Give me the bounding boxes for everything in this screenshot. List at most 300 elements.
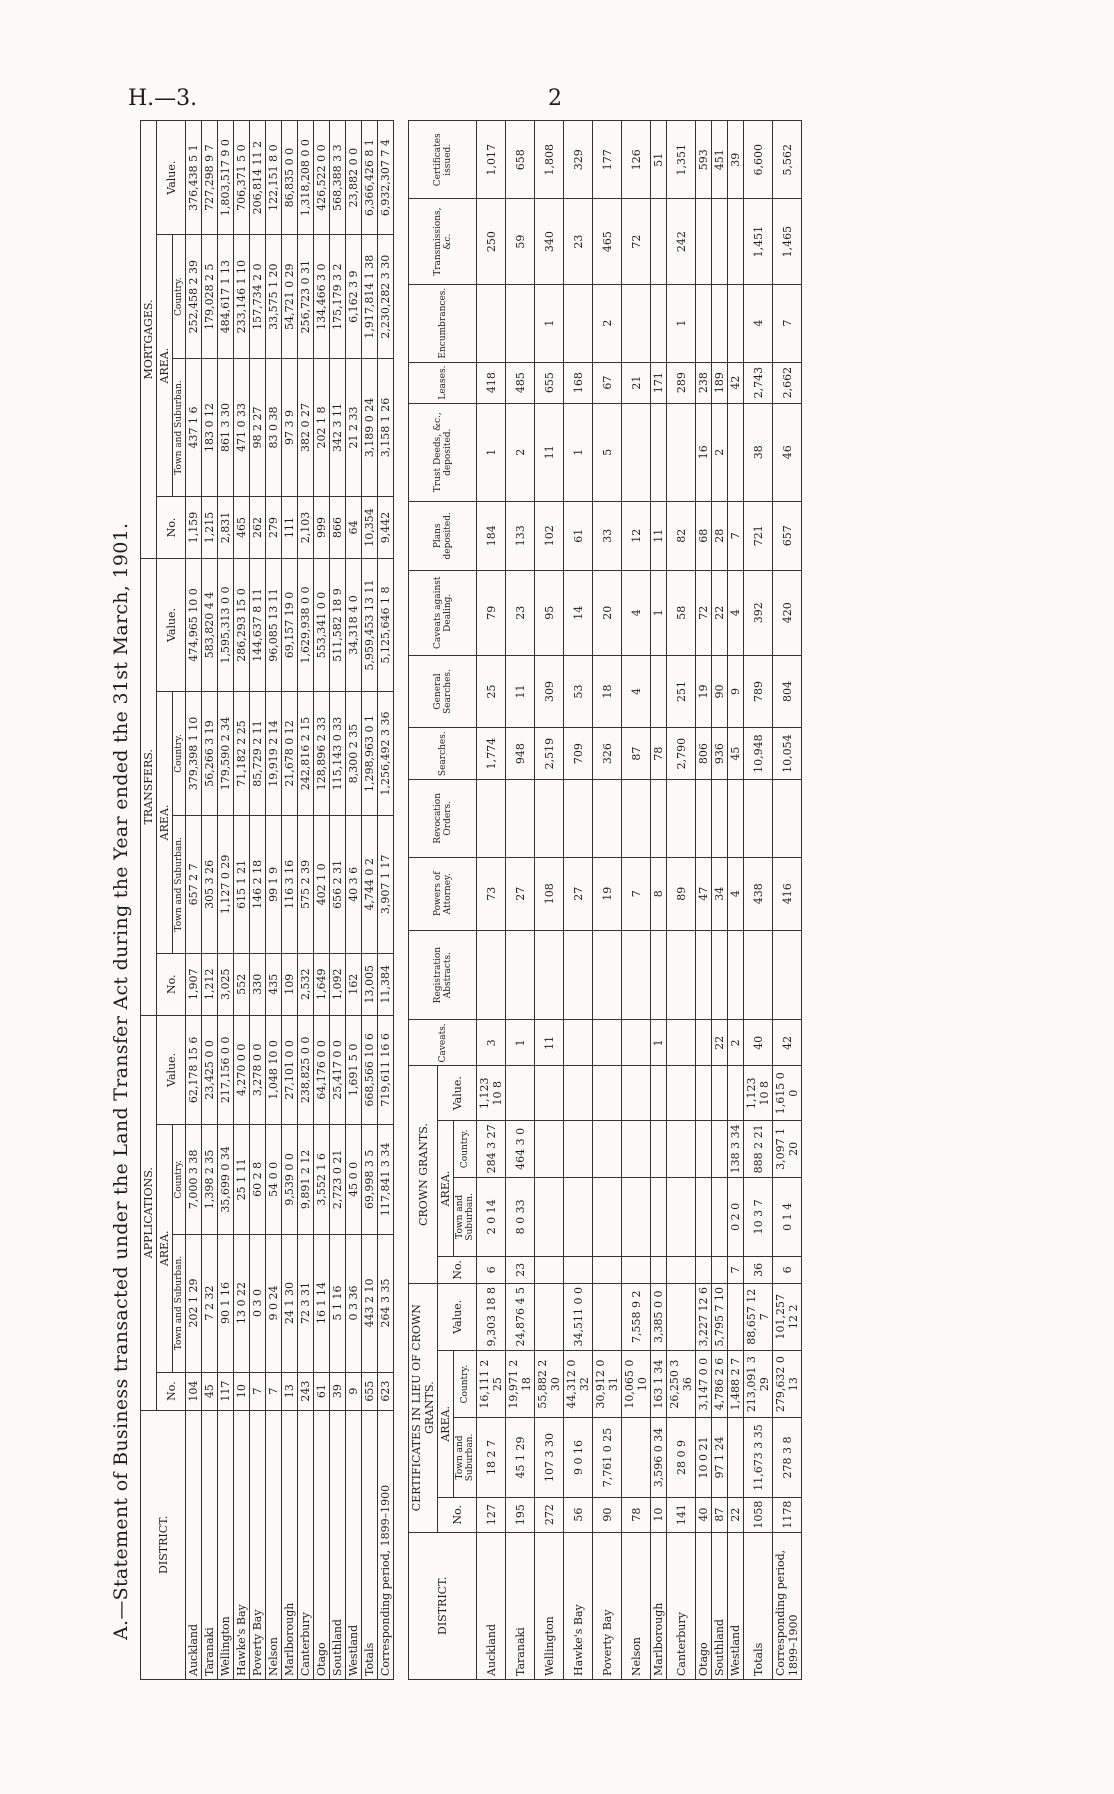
transfers-no-cell: 1,092	[330, 953, 346, 1015]
misc-trans-cell: 1,451	[744, 199, 773, 284]
crown-value-cell	[622, 1066, 651, 1121]
transfers-no-cell: 330	[250, 953, 266, 1015]
table-row	[218, 121, 234, 1680]
certificates-town-cell: 3,596 0 34	[651, 1418, 667, 1497]
mortgages-town-cell: 21 2 33	[346, 359, 362, 497]
applications-town-cell: 443 2 10	[362, 1234, 378, 1372]
crown-no-cell	[696, 1257, 712, 1284]
mortgages-town-cell: 83 0 38	[266, 359, 282, 497]
totals-row	[362, 121, 378, 1680]
applications-town-cell: 7 2 32	[202, 1234, 218, 1372]
col-encumbrances: Encumbrances.	[409, 284, 477, 362]
mortgages-town-cell: 437 1 6	[186, 359, 202, 497]
mortgages-town-cell: 98 2 27	[250, 359, 266, 497]
col-value: Value.	[157, 121, 186, 235]
transfers-no-cell: 1,649	[314, 953, 330, 1015]
misc-searches-cell: 87	[622, 728, 651, 780]
misc-revoc-cell	[667, 780, 696, 858]
misc-general-cell: 4	[622, 655, 651, 727]
col-no: No.	[157, 953, 186, 1015]
misc-plans-cell: 33	[593, 501, 622, 570]
transfers-value-cell: 5,125,646 1 8	[378, 558, 394, 691]
misc-searches-cell: 78	[651, 728, 667, 780]
misc-encumb-cell: 4	[744, 284, 773, 362]
certificates-value-cell	[667, 1283, 696, 1350]
applications-value-cell: 23,425 0 0	[202, 1015, 218, 1124]
crown-town-cell	[712, 1177, 728, 1256]
mortgages-value-cell: 23,882 0 0	[346, 121, 362, 235]
certificates-town-cell: 28 0 9	[667, 1418, 696, 1497]
district-name: Southland	[712, 1532, 728, 1679]
misc-caveats-cell	[622, 1020, 651, 1066]
table-row	[622, 121, 651, 1680]
misc-cav_against-cell: 22	[712, 570, 728, 655]
col-no: No.	[157, 497, 186, 559]
transfers-country-cell: 128,896 2 33	[314, 692, 330, 816]
misc-general-cell: 53	[564, 655, 593, 727]
mortgages-town-cell: 97 3 9	[282, 359, 298, 497]
col-area: AREA.	[157, 235, 173, 497]
certificates-value-cell: 34,511 0 0	[564, 1283, 593, 1350]
certificates-value-cell: 3,227 12 6	[696, 1283, 712, 1350]
misc-trans-cell: 1,465	[773, 199, 802, 284]
certificates-no-cell: 90	[593, 1497, 622, 1532]
certificates-country-cell: 26,250 3 36	[667, 1350, 696, 1417]
col-transmissions: Transmissions, &c.	[409, 199, 477, 284]
crown-country-cell: 138 3 34	[728, 1121, 744, 1178]
misc-certs-cell: 5,562	[773, 121, 802, 200]
misc-trust-cell: 16	[696, 403, 712, 501]
mortgages-value-cell: 1,318,208 0 0	[298, 121, 314, 235]
misc-caveats-cell: 42	[773, 1020, 802, 1066]
applications-town-cell: 5 1 16	[330, 1234, 346, 1372]
col-caveats-against: Caveats against Dealing.	[409, 570, 477, 655]
applications-value-cell: 27,101 0 0	[282, 1015, 298, 1124]
certificates-country-cell: 44,312 0 32	[564, 1350, 593, 1417]
col-town: Town and Suburban.	[173, 815, 186, 953]
misc-general-cell: 309	[535, 655, 564, 727]
transfers-town-cell: 305 3 26	[202, 815, 218, 953]
transfers-country-cell: 115,143 0 33	[330, 692, 346, 816]
misc-revoc-cell	[728, 780, 744, 858]
misc-leases-cell: 418	[477, 362, 506, 403]
misc-searches-cell: 10,948	[744, 728, 773, 780]
misc-powers-cell: 19	[593, 857, 622, 930]
crown-country-cell	[696, 1121, 712, 1178]
col-searches: Searches.	[409, 728, 477, 780]
statement-title: A.—Statement of Business transacted under the Land Transfer Act during the Year ended the 31st March, 1901.	[110, 522, 132, 1640]
misc-encumb-cell	[728, 284, 744, 362]
applications-town-cell: 202 1 29	[186, 1234, 202, 1372]
col-country: Country.	[454, 1121, 477, 1178]
misc-general-cell: 19	[696, 655, 712, 727]
transfers-country-cell: 71,182 2 25	[234, 692, 250, 816]
misc-trans-cell: 23	[564, 199, 593, 284]
crown-town-cell	[535, 1177, 564, 1256]
table-row	[593, 121, 622, 1680]
misc-encumb-cell	[477, 284, 506, 362]
crown-value-cell	[564, 1066, 593, 1121]
misc-powers-cell: 89	[667, 857, 696, 930]
misc-encumb-cell	[712, 284, 728, 362]
certificates-country-cell: 10,065 0 10	[622, 1350, 651, 1417]
applications-value-cell: 4,270 0 0	[234, 1015, 250, 1124]
misc-encumb-cell: 2	[593, 284, 622, 362]
mortgages-country-cell: 6,162 3 9	[346, 235, 362, 359]
applications-value-cell: 62,178 15 6	[186, 1015, 202, 1124]
district-name: Totals	[744, 1532, 773, 1679]
mortgages-header: MORTGAGES.	[141, 121, 157, 559]
misc-cav_against-cell: 420	[773, 570, 802, 655]
applications-no-cell: 7	[266, 1372, 282, 1410]
misc-encumb-cell	[651, 284, 667, 362]
transfers-value-cell: 474,965 10 0	[186, 558, 202, 691]
misc-plans-cell: 657	[773, 501, 802, 570]
applications-value-cell: 64,176 0 0	[314, 1015, 330, 1124]
crown-value-cell: 1,123 10 8	[477, 1066, 506, 1121]
misc-leases-cell: 2,743	[744, 362, 773, 403]
misc-leases-cell: 238	[696, 362, 712, 403]
misc-cav_against-cell: 392	[744, 570, 773, 655]
applications-value-cell: 25,417 0 0	[330, 1015, 346, 1124]
mortgages-no-cell: 2,103	[298, 497, 314, 559]
transfers-value-cell: 1,629,938 0 0	[298, 558, 314, 691]
applications-value-cell: 238,825 0 0	[298, 1015, 314, 1124]
misc-encumb-cell	[506, 284, 535, 362]
misc-cav_against-cell: 58	[667, 570, 696, 655]
misc-caveats-cell: 1	[506, 1020, 535, 1066]
misc-leases-cell: 42	[728, 362, 744, 403]
transfers-no-cell: 13,005	[362, 953, 378, 1015]
transfers-no-cell: 1,907	[186, 953, 202, 1015]
table-row	[234, 121, 250, 1680]
misc-general-cell: 804	[773, 655, 802, 727]
misc-revoc-cell	[593, 780, 622, 858]
transfers-no-cell: 109	[282, 953, 298, 1015]
transfers-value-cell: 5,959,453 13 11	[362, 558, 378, 691]
crown-no-cell	[651, 1257, 667, 1284]
applications-no-cell: 243	[298, 1372, 314, 1410]
mortgages-town-cell: 3,158 1 26	[378, 359, 394, 497]
crown-no-cell	[593, 1257, 622, 1284]
crown-grants-header: CROWN GRANTS.	[409, 1066, 438, 1283]
misc-plans-cell: 28	[712, 501, 728, 570]
mortgages-country-cell: 256,723 0 31	[298, 235, 314, 359]
crown-value-cell	[728, 1066, 744, 1121]
misc-certs-cell: 126	[622, 121, 651, 200]
misc-revoc-cell	[564, 780, 593, 858]
col-registration: Registration Abstracts.	[409, 930, 477, 1019]
applications-town-cell: 90 1 16	[218, 1234, 234, 1372]
transfers-no-cell: 435	[266, 953, 282, 1015]
misc-revoc-cell	[696, 780, 712, 858]
crown-no-cell: 6	[477, 1257, 506, 1284]
district-name: Corresponding period, 1899–1900	[378, 1410, 394, 1679]
misc-reg-cell	[696, 930, 712, 1019]
crown-no-cell: 6	[773, 1257, 802, 1284]
misc-encumb-cell: 1	[535, 284, 564, 362]
misc-encumb-cell	[696, 284, 712, 362]
district-name: Taranaki	[506, 1532, 535, 1679]
misc-cav_against-cell: 95	[535, 570, 564, 655]
misc-caveats-cell: 40	[744, 1020, 773, 1066]
applications-no-cell: 61	[314, 1372, 330, 1410]
district-name: Otago	[314, 1410, 330, 1679]
district-name: Nelson	[266, 1410, 282, 1679]
certificates-value-cell	[535, 1283, 564, 1350]
misc-certs-cell: 451	[712, 121, 728, 200]
misc-general-cell: 251	[667, 655, 696, 727]
crown-no-cell	[564, 1257, 593, 1284]
table-row	[728, 121, 744, 1680]
certificates-town-cell: 278 3 8	[773, 1418, 802, 1497]
misc-leases-cell: 655	[535, 362, 564, 403]
certificates-town-cell	[622, 1418, 651, 1497]
table-row	[250, 121, 266, 1680]
mortgages-town-cell: 382 0 27	[298, 359, 314, 497]
crown-no-cell	[535, 1257, 564, 1284]
applications-country-cell: 54 0 0	[266, 1125, 282, 1234]
transfers-country-cell: 242,816 2 15	[298, 692, 314, 816]
misc-trust-cell: 46	[773, 403, 802, 501]
district-name: Poverty Bay	[250, 1410, 266, 1679]
table-row	[651, 121, 667, 1680]
certificates-country-cell: 30,912 0 31	[593, 1350, 622, 1417]
applications-country-cell: 9,891 2 12	[298, 1125, 314, 1234]
applications-value-cell: 217,156 0 0	[218, 1015, 234, 1124]
misc-general-cell: 25	[477, 655, 506, 727]
crown-country-cell: 464 3 0	[506, 1121, 535, 1178]
misc-general-cell	[651, 655, 667, 727]
applications-value-cell: 668,566 10 6	[362, 1015, 378, 1124]
misc-revoc-cell	[535, 780, 564, 858]
table-row	[535, 121, 564, 1680]
misc-searches-cell: 326	[593, 728, 622, 780]
crown-no-cell	[712, 1257, 728, 1284]
misc-cav_against-cell: 23	[506, 570, 535, 655]
certificates-country-cell: 279,632 0 13	[773, 1350, 802, 1417]
district-header: DISTRICT.	[409, 1532, 477, 1679]
crown-country-cell	[667, 1121, 696, 1178]
col-town: Town and Suburban.	[173, 359, 186, 497]
applications-value-cell: 719,611 16 6	[378, 1015, 394, 1124]
misc-powers-cell: 73	[477, 857, 506, 930]
misc-cav_against-cell: 72	[696, 570, 712, 655]
mortgages-no-cell: 64	[346, 497, 362, 559]
district-name: Poverty Bay	[593, 1532, 622, 1679]
misc-certs-cell: 51	[651, 121, 667, 200]
transfers-country-cell: 1,256,492 3 36	[378, 692, 394, 816]
certificates-value-cell	[728, 1283, 744, 1350]
mortgages-town-cell: 471 0 33	[234, 359, 250, 497]
misc-leases-cell: 21	[622, 362, 651, 403]
misc-trust-cell: 11	[535, 403, 564, 501]
district-name: Westland	[728, 1532, 744, 1679]
transfers-no-cell: 11,384	[378, 953, 394, 1015]
col-no: No.	[438, 1257, 477, 1284]
transfers-town-cell: 116 3 16	[282, 815, 298, 953]
applications-value-cell: 1,691 5 0	[346, 1015, 362, 1124]
certificates-country-cell: 163 1 34	[651, 1350, 667, 1417]
misc-plans-cell: 7	[728, 501, 744, 570]
misc-caveats-cell	[593, 1020, 622, 1066]
col-revocation: Revocation Orders.	[409, 780, 477, 858]
misc-trust-cell: 1	[477, 403, 506, 501]
district-name: Taranaki	[202, 1410, 218, 1679]
certificates-town-cell: 11,673 3 35	[744, 1418, 773, 1497]
mortgages-no-cell: 9,442	[378, 497, 394, 559]
misc-caveats-cell: 2	[728, 1020, 744, 1066]
misc-leases-cell: 189	[712, 362, 728, 403]
misc-searches-cell: 2,519	[535, 728, 564, 780]
crown-value-cell	[667, 1066, 696, 1121]
crown-town-cell	[667, 1177, 696, 1256]
col-town: Town and Suburban.	[454, 1177, 477, 1256]
misc-leases-cell: 168	[564, 362, 593, 403]
applications-town-cell: 264 3 35	[378, 1234, 394, 1372]
rotated-statement	[110, 120, 1010, 1680]
crown-country-cell: 284 3 27	[477, 1121, 506, 1178]
certificates-header: CERTIFICATES IN LIEU OF CROWN GRANTS.	[409, 1283, 438, 1532]
misc-searches-cell: 45	[728, 728, 744, 780]
col-country: Country.	[454, 1350, 477, 1417]
misc-trans-cell: 242	[667, 199, 696, 284]
applications-country-cell: 9,539 0 0	[282, 1125, 298, 1234]
certificates-no-cell: 78	[622, 1497, 651, 1532]
certificates-country-cell: 3,147 0 0	[696, 1350, 712, 1417]
misc-trans-cell	[651, 199, 667, 284]
misc-plans-cell: 102	[535, 501, 564, 570]
crown-town-cell: 10 3 7	[744, 1177, 773, 1256]
transfers-no-cell: 3,025	[218, 953, 234, 1015]
transfers-header: TRANSFERS.	[141, 558, 157, 1015]
misc-plans-cell: 12	[622, 501, 651, 570]
col-plans: Plans deposited.	[409, 501, 477, 570]
misc-certs-cell: 329	[564, 121, 593, 200]
mortgages-country-cell: 179,028 2 5	[202, 235, 218, 359]
crown-town-cell	[696, 1177, 712, 1256]
col-area: AREA.	[438, 1121, 454, 1257]
misc-cav_against-cell: 14	[564, 570, 593, 655]
misc-trust-cell: 5	[593, 403, 622, 501]
transfers-town-cell: 4,744 0 2	[362, 815, 378, 953]
applications-country-cell: 69,998 3 5	[362, 1125, 378, 1234]
crown-country-cell: 888 2 21	[744, 1121, 773, 1178]
applications-country-cell: 25 1 11	[234, 1125, 250, 1234]
district-name: Marlborough	[282, 1410, 298, 1679]
applications-country-cell: 1,398 2 35	[202, 1125, 218, 1234]
crown-town-cell	[622, 1177, 651, 1256]
certificates-no-cell: 272	[535, 1497, 564, 1532]
table-row	[298, 121, 314, 1680]
mortgages-country-cell: 1,917,814 1 38	[362, 235, 378, 359]
crown-no-cell: 7	[728, 1257, 744, 1284]
misc-general-cell: 11	[506, 655, 535, 727]
corresponding-row	[773, 121, 802, 1680]
misc-trust-cell: 2	[506, 403, 535, 501]
mortgages-value-cell: 122,151 8 0	[266, 121, 282, 235]
col-area: AREA.	[438, 1350, 454, 1497]
transfers-value-cell: 96,085 13 11	[266, 558, 282, 691]
misc-searches-cell: 1,774	[477, 728, 506, 780]
misc-certs-cell: 593	[696, 121, 712, 200]
misc-powers-cell: 108	[535, 857, 564, 930]
district-name: Hawke's Bay	[564, 1532, 593, 1679]
table-row	[186, 121, 202, 1680]
certificates-no-cell: 40	[696, 1497, 712, 1532]
misc-cav_against-cell: 4	[622, 570, 651, 655]
misc-encumb-cell: 7	[773, 284, 802, 362]
transfers-no-cell: 1,212	[202, 953, 218, 1015]
col-value: Value.	[438, 1066, 477, 1121]
table-row	[477, 121, 506, 1680]
certificates-no-cell: 195	[506, 1497, 535, 1532]
crown-country-cell: 3,097 1 20	[773, 1121, 802, 1178]
applications-town-cell: 0 3 36	[346, 1234, 362, 1372]
misc-reg-cell	[535, 930, 564, 1019]
transfers-value-cell: 286,293 15 0	[234, 558, 250, 691]
misc-powers-cell: 47	[696, 857, 712, 930]
transfers-value-cell: 553,341 0 0	[314, 558, 330, 691]
certificates-country-cell: 19,971 2 18	[506, 1350, 535, 1417]
transfers-no-cell: 2,532	[298, 953, 314, 1015]
certificates-town-cell: 107 3 30	[535, 1418, 564, 1497]
mortgages-no-cell: 2,831	[218, 497, 234, 559]
applications-country-cell: 7,000 3 38	[186, 1125, 202, 1234]
misc-caveats-cell	[564, 1020, 593, 1066]
misc-certs-cell: 1,017	[477, 121, 506, 200]
district-header: DISTRICT.	[141, 1410, 186, 1679]
applications-country-cell: 35,699 0 34	[218, 1125, 234, 1234]
mortgages-value-cell: 1,803,517 9 0	[218, 121, 234, 235]
misc-trust-cell	[728, 403, 744, 501]
misc-trans-cell: 72	[622, 199, 651, 284]
misc-certs-cell: 1,351	[667, 121, 696, 200]
misc-caveats-cell	[667, 1020, 696, 1066]
table-row	[667, 121, 696, 1680]
mortgages-country-cell: 134,466 3 0	[314, 235, 330, 359]
crown-town-cell	[564, 1177, 593, 1256]
misc-powers-cell: 438	[744, 857, 773, 930]
applications-no-cell: 39	[330, 1372, 346, 1410]
transfers-country-cell: 56,266 3 19	[202, 692, 218, 816]
applications-country-cell: 2,723 0 21	[330, 1125, 346, 1234]
certificates-value-cell: 101,257 12 2	[773, 1283, 802, 1350]
district-name: Corresponding period, 1899–1900	[773, 1532, 802, 1679]
mortgages-country-cell: 252,458 2 39	[186, 235, 202, 359]
misc-trans-cell	[712, 199, 728, 284]
misc-powers-cell: 416	[773, 857, 802, 930]
misc-leases-cell: 171	[651, 362, 667, 403]
mortgages-value-cell: 6,932,307 7 4	[378, 121, 394, 235]
crown-value-cell	[712, 1066, 728, 1121]
col-town: Town and Suburban.	[173, 1234, 186, 1372]
crown-town-cell: 8 0 33	[506, 1177, 535, 1256]
applications-town-cell: 16 1 14	[314, 1234, 330, 1372]
certificates-country-cell: 16,111 2 25	[477, 1350, 506, 1417]
col-no: No.	[157, 1372, 186, 1410]
mortgages-town-cell: 183 0 12	[202, 359, 218, 497]
mortgages-no-cell: 999	[314, 497, 330, 559]
misc-leases-cell: 289	[667, 362, 696, 403]
mortgages-value-cell: 6,366,426 8 1	[362, 121, 378, 235]
misc-general-cell: 9	[728, 655, 744, 727]
certificates-no-cell: 10	[651, 1497, 667, 1532]
misc-general-cell: 789	[744, 655, 773, 727]
misc-revoc-cell	[622, 780, 651, 858]
misc-searches-cell: 936	[712, 728, 728, 780]
applications-country-cell: 60 2 8	[250, 1125, 266, 1234]
